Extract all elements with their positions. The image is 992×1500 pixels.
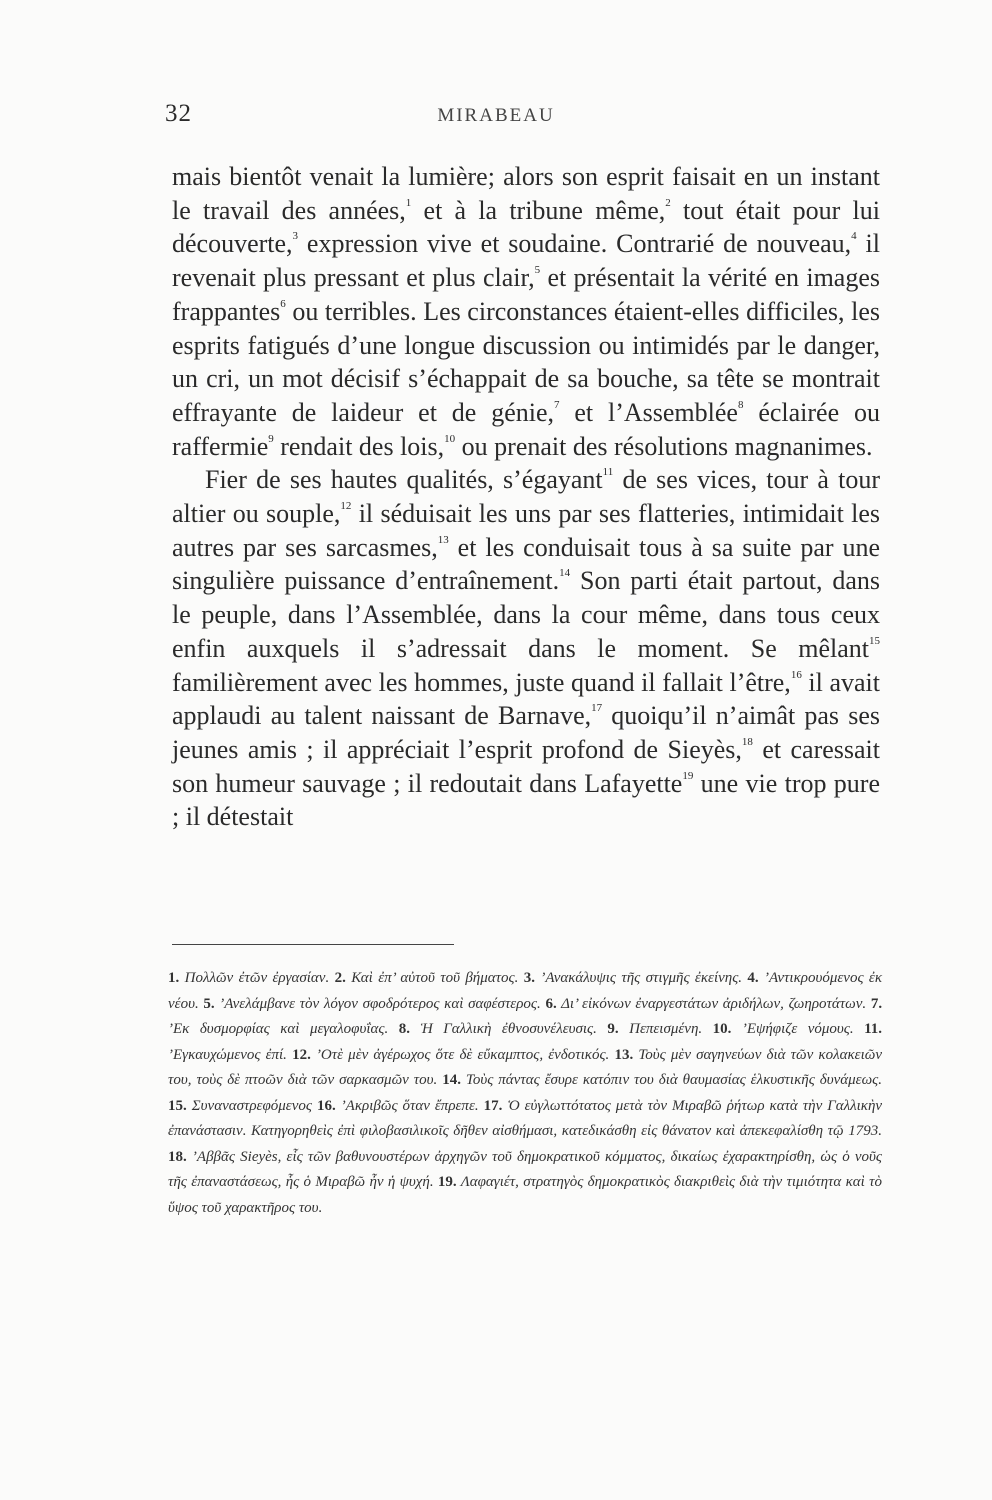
footnote-number: 13. xyxy=(614,1046,634,1063)
text-run: et à la tribune même, xyxy=(411,195,666,225)
footnote-number: 10. xyxy=(712,1021,732,1037)
footnote-number: 6. xyxy=(545,995,557,1012)
text-run: une vie trop pure ; il détestait xyxy=(172,768,880,832)
text-run: il revenait plus pressant et plus clair, xyxy=(172,229,880,293)
footnote-ref: 18 xyxy=(741,735,753,748)
footnote-ref: 16 xyxy=(790,668,802,681)
text-run: quoiqu’il n’aimât pas ses jeunes amis ; il appréciait l’esprit profond de Sieyès, xyxy=(172,701,880,764)
footnote-number: 18. xyxy=(168,1148,187,1165)
footnote-number: 11. xyxy=(864,1021,883,1037)
text-run: il séduisait les uns par ses flatteries, intimidait les autres par ses sarcasmes, xyxy=(172,499,880,562)
text-run: il avait applaudi au talent naissant de Barnave, xyxy=(172,667,880,731)
footnote-ref: 7 xyxy=(554,398,560,411)
text-run: mais bientôt venait la lumière; alors son esprit faisait en un instant le travail des années, xyxy=(172,162,880,225)
footnote-text: ’Εκ δυσμορφίας καὶ μεγαλοφυΐας. xyxy=(168,1021,389,1037)
text-run: et caressait son humeur sauvage ; il redoutait dans Lafayette xyxy=(172,734,881,798)
text-run: ou terribles. Les circonstances étaient-elles difficiles, les esprits fatigués d’une longue discussion ou intimidés par le danger, un cri, un mot décisif s’échappait de sa bouche, sa tête se montrait effrayante de laideur et de génie, xyxy=(172,296,880,427)
footnote-ref: 5 xyxy=(534,264,541,277)
text-run: et les conduisait tous à sa suite par une singulière puissance d’entraînement. xyxy=(172,532,881,596)
footnote-ref: 11 xyxy=(602,466,614,479)
footnote-ref: 13 xyxy=(437,533,449,546)
footnote-text: Συναναστρεφόμενος xyxy=(191,1097,312,1114)
footnotes xyxy=(168,966,882,1221)
text-run: rendait des lois, xyxy=(273,431,445,461)
footnote-number: 15. xyxy=(168,1097,187,1114)
footnote-ref: 3 xyxy=(292,230,299,243)
running-head: MIRABEAU xyxy=(437,105,555,126)
footnote-number: 19. xyxy=(437,1174,457,1190)
footnote-text: ’Ακριβῶς ὅταν ἔπρεπε. xyxy=(340,1097,479,1114)
footnote-number: 9. xyxy=(607,1021,619,1037)
footnote-text: Ὁ εὐγλωττότατος μετὰ τὸν Μιραβῶ ῥήτωρ κατὰ τὴν Γαλλικὴν ἐπανάστασιν. Κατηγορηθεὶς ἐπὶ φιλοβασιλικοῖς δῆθεν αἰσθήμασι, κατεδικάσθη εἰς θάνατον καὶ ἀπεκεφαλίσθη τῷ 1793. xyxy=(168,1097,883,1139)
page-number: 32 xyxy=(165,100,192,127)
footnote-ref: 14 xyxy=(559,567,571,580)
footnote-number: 1. xyxy=(168,970,180,986)
footnote-number: 3. xyxy=(523,970,535,986)
footnote-ref: 19 xyxy=(682,769,694,782)
footnote-number: 12. xyxy=(292,1046,311,1063)
footnote-text: ’Οτὲ μὲν ἀγέρωχος ὅτε δὲ εὔκαμπτος, ἐνδοτικός. xyxy=(315,1046,610,1063)
footnote-number: 5. xyxy=(203,995,215,1012)
footnote-number: 17. xyxy=(483,1097,503,1114)
footnote-number: 8. xyxy=(398,1021,410,1037)
paragraph xyxy=(172,463,880,834)
footnote-ref: 12 xyxy=(340,500,352,513)
footnote-number: 7. xyxy=(870,995,883,1012)
footnote-text: Τοὺς μὲν σαγηνεύων διὰ τῶν κολακειῶν του, τοὺς δὲ πτοῶν διὰ τῶν σαρκασμῶν του. xyxy=(168,1046,883,1088)
text-run: et présentait la vérité en images frappantes xyxy=(172,263,881,326)
footnote-ref: 2 xyxy=(665,196,671,209)
footnote-number: 4. xyxy=(747,970,759,986)
paragraph xyxy=(172,160,880,463)
text-run: Son parti était partout, dans le peuple, dans l’Assemblée, dans la cour même, dans tous ceux enfin auxquels il s’adressait dans le moment. Se mêlant xyxy=(172,566,880,663)
text-run: expression vive et soudaine. Contrarié de nouveau, xyxy=(298,229,852,259)
footnote-ref: 9 xyxy=(268,432,274,445)
footnote-ref: 8 xyxy=(737,398,744,411)
footnote-text: Λαφαγιέτ, στρατηγὸς δημοκρατικὸς διακριθεὶς διὰ τὴν τιμιότητα καὶ τὸ ὕψος τοῦ χαρακτῆρος του. xyxy=(168,1174,883,1216)
footnote-text: Ἡ Γαλλικὴ ἐθνοσυνέλευσις. xyxy=(420,1021,597,1037)
text-run: tout était pour lui découverte, xyxy=(172,195,880,259)
text-run: ou prenait des résolutions magnanimes. xyxy=(455,431,873,461)
footnote-text: ’Εγκαυχώμενος ἐπί. xyxy=(168,1046,287,1063)
footnote-text: ’Ανελάμβανε τὸν λόγον σφοδρότερος καὶ σαφέστερος. xyxy=(219,995,541,1012)
footnote-ref: 15 xyxy=(869,634,880,647)
body-text xyxy=(172,160,880,834)
footnote-text: ’Ανακάλυψις τῆς στιγμῆς ἐκείνης. xyxy=(540,970,743,986)
text-run: Fier de ses hautes qualités, s’égayant xyxy=(205,465,603,495)
footnote-number: 16. xyxy=(316,1097,336,1114)
footnote-text: Πολλῶν ἐτῶν ἐργασίαν. xyxy=(184,970,330,986)
footnote-text: Πεπεισμένη. xyxy=(629,1021,703,1037)
footnote-text: ’Εψήφιζε νόμους. xyxy=(741,1021,854,1037)
footnote-text: Δι’ εἰκόνων ἐναργεστάτων ἀριδήλων, ζωηροτάτων. xyxy=(561,995,867,1012)
footnote-ref: 10 xyxy=(444,432,456,445)
footnote-text: ’Αββᾶς Sieyès, εἷς τῶν βαθυνουστέρων ἀρχηγῶν τοῦ δημοκρατικοῦ κόμματος, δικαίως ἐχαρακτηρίσθη, ὡς ὁ νοῦς τῆς ἐπαναστάσεως, ἧς ὁ Μιραβῶ ἦν ἡ ψυχή. xyxy=(168,1148,883,1190)
footnote-text: Τοὺς πάντας ἔσυρε κατόπιν του διὰ θαυμασίας ἑλκυστικῆς δυνάμεως. xyxy=(465,1072,883,1088)
footnote-number: 2. xyxy=(334,970,346,986)
footnote-ref: 4 xyxy=(851,230,857,243)
footnote-number: 14. xyxy=(442,1072,461,1088)
text-run: et l’Assemblée xyxy=(559,397,738,427)
text-run: éclairée ou raffermie xyxy=(172,397,880,461)
footnote-ref: 1 xyxy=(405,196,412,209)
text-run: familièrement avec les hommes, juste quand il fallait l’être, xyxy=(172,667,791,697)
footnote-ref: 6 xyxy=(280,297,286,310)
text-run: de ses vices, tour à tour altier ou souple, xyxy=(172,465,881,529)
footnote-text: Καὶ ἐπ’ αὐτοῦ τοῦ βήματος. xyxy=(351,970,519,986)
footnote-text: ’Αντικρουόμενος ἐκ νέου. xyxy=(168,970,883,1012)
footnote-rule xyxy=(172,944,454,945)
footnote-ref: 17 xyxy=(591,702,603,715)
